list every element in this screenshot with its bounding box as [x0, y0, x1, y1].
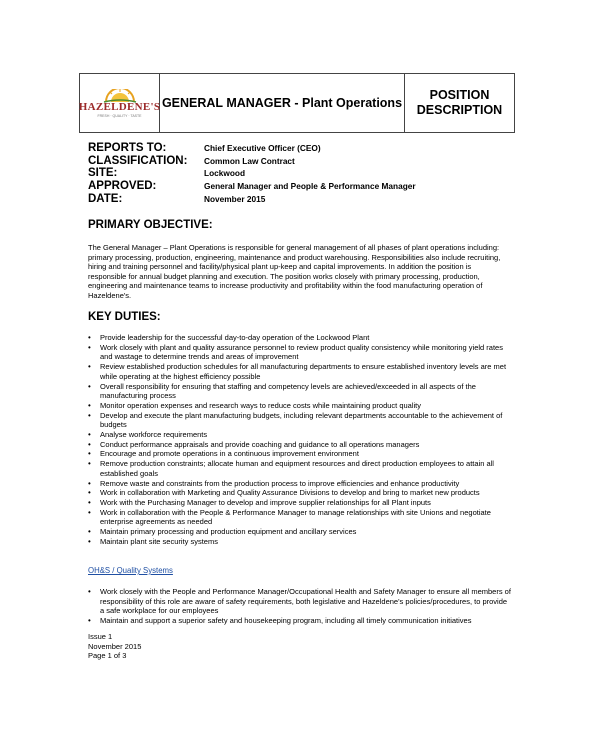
position-label-line1: POSITION — [429, 88, 490, 102]
list-item: • Work in collaboration with Marketing and Quality Assurance Divisions to develop and bring to market new products — [88, 488, 508, 498]
header-table — [79, 73, 515, 133]
info-row — [88, 155, 416, 168]
primary-objective-text: The General Manager – Plant Operations is responsible for general management of all phases of plant operations including: primary processing, production, engineering, maintenance and product warehousing. Responsibilities also include recruiting, hiring and training personnel and facility/physical plant up-keep and capital improvements. In addition the position is responsible for annual budget planning and execution. The position works closely with primary processing, production, engineering and maintenance teams to increase productivity and profitability within the food manufacturing operation of Hazeldene's. — [88, 243, 501, 300]
footer — [88, 632, 141, 661]
list-item: • Encourage and promote operations in a continuous improvement environment — [88, 449, 508, 459]
info-value: Lockwood — [204, 168, 246, 179]
list-item: • Analyse workforce requirements — [88, 430, 508, 440]
position-description-label — [405, 74, 514, 132]
list-item: • Monitor operation expenses and research ways to reduce costs while maintaining product quality — [88, 401, 508, 411]
info-label: CLASSIFICATION: — [88, 154, 188, 167]
info-label: APPROVED: — [88, 180, 157, 193]
key-duties-heading: KEY DUTIES: — [88, 311, 161, 323]
info-label: REPORTS TO: — [88, 142, 167, 155]
list-item: • Develop and execute the plant manufacturing budgets, including relevant departments accountable to the achievement of budgets — [88, 411, 508, 430]
list-item: • Maintain plant site security systems — [88, 537, 508, 547]
list-item: • Review established production schedules for all manufacturing departments to ensure established inventory levels are met while operating at the highest efficiency possible — [88, 362, 508, 381]
footer-issue: Issue 1 — [88, 632, 113, 641]
logo-cell — [80, 74, 160, 132]
info-row — [88, 142, 416, 155]
list-item: • Provide leadership for the successful day-to-day operation of the Lockwood Plant — [88, 333, 508, 343]
info-label: SITE: — [88, 167, 118, 180]
info-row — [88, 180, 416, 193]
info-row — [88, 167, 416, 180]
list-item: • Work with the Purchasing Manager to develop and improve supplier relationships for all Plant inputs — [88, 498, 508, 508]
ohs-quality-link[interactable]: OH&S / Quality Systems — [88, 566, 173, 575]
primary-objective-heading: PRIMARY OBJECTIVE: — [88, 219, 213, 231]
list-item: • Maintain and support a superior safety and housekeeping program, including all timely communication initiatives — [88, 616, 513, 626]
document-title: GENERAL MANAGER - Plant Operations — [160, 74, 405, 132]
logo-tagline: FRESH · QUALITY · TASTE — [97, 113, 142, 118]
footer-page: Page 1 of 3 — [88, 651, 127, 661]
list-item: • Conduct performance appraisals and provide coaching and guidance to all operations managers — [88, 440, 508, 450]
list-item: • Work closely with the People and Performance Manager/Occupational Health and Safety Manager to ensure all members of responsibility of this role are aware of safety requirements, both legislative and Hazeldene's policies/procedures, to provide a safe workplace for our employees — [88, 587, 513, 616]
info-value: Chief Executive Officer (CEO) — [204, 143, 321, 154]
list-item: • Work closely with plant and quality assurance personnel to review product quality consistency while monitoring yield rates and wastage to determine trends and areas of improvement — [88, 343, 508, 362]
list-item: • Remove waste and constraints from the production process to improve efficiencies and enhance productivity — [88, 479, 508, 489]
ohs-list — [88, 587, 513, 626]
info-value: November 2015 — [204, 193, 266, 204]
info-label: DATE: — [88, 192, 123, 205]
list-item: • Overall responsibility for ensuring that staffing and competency levels are achieved/exceeded in all aspects of the manufacturing process — [88, 382, 508, 401]
key-duties-list — [88, 333, 508, 546]
info-value: Common Law Contract — [204, 155, 295, 166]
info-row — [88, 192, 416, 205]
list-item: • Remove production constraints; allocate human and equipment resources and direct production employees to attain all established goals — [88, 459, 508, 478]
info-value: General Manager and People & Performance Manager — [204, 181, 416, 192]
logo-text: HAZELDENE'S — [78, 100, 161, 113]
list-item: • Work in collaboration with the People & Performance Manager to manage relationships with site Unions and negotiate enterprise agreements as needed — [88, 508, 508, 527]
footer-date: November 2015 — [88, 641, 142, 651]
position-label-line2: DESCRIPTION — [416, 103, 503, 117]
info-block — [88, 142, 416, 205]
list-item: • Maintain primary processing and production equipment and ancillary services — [88, 527, 508, 537]
